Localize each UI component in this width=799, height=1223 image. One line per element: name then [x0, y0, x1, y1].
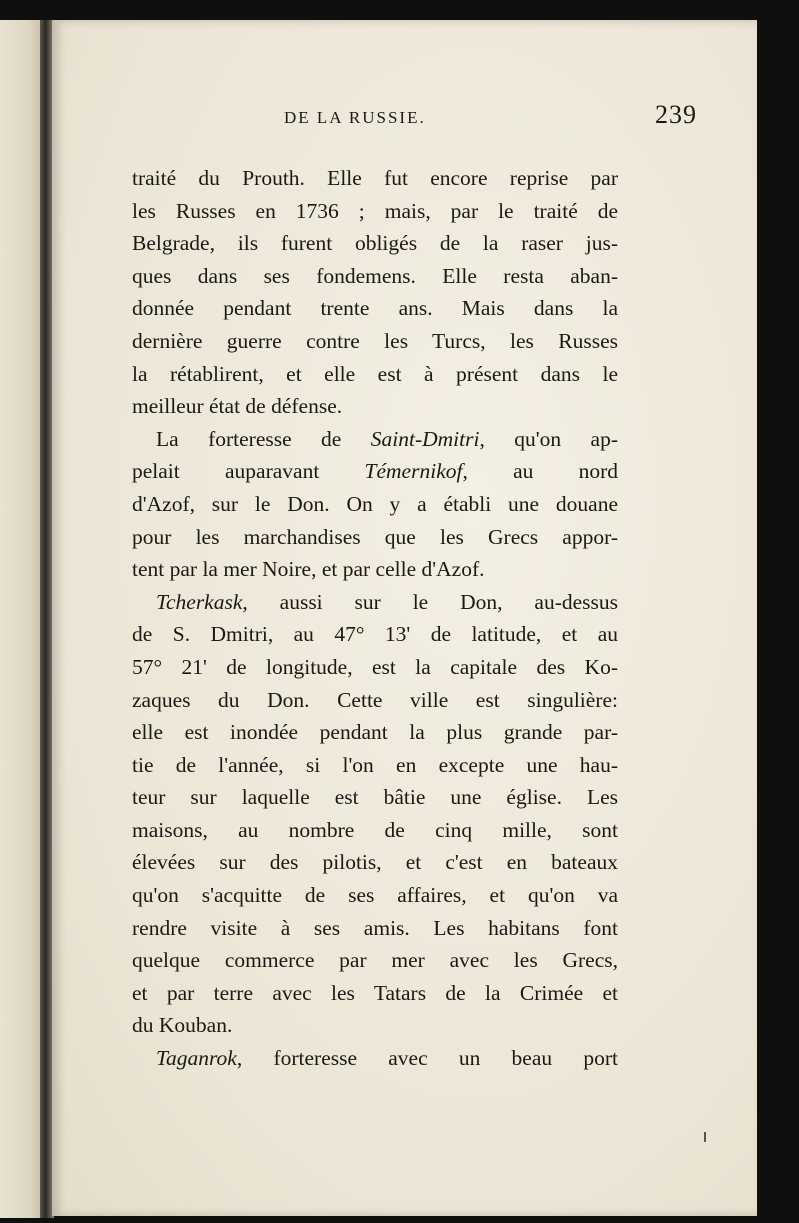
text-line: tent par la mer Noire, et par celle d'Azof. [132, 557, 485, 582]
book-page [52, 20, 757, 1216]
text-line: maisons, au nombre de cinq mille, sont [132, 817, 618, 842]
text-line: La forteresse de Saint-Dmitri, qu'on ap- [156, 426, 618, 451]
text-line: les Russes en 1736 ; mais, par le traité de [132, 198, 618, 223]
text-line: et par terre avec les Tatars de la Crimée et [132, 980, 618, 1005]
place-name-italic: Tcherkask [156, 589, 243, 614]
page-number: 239 [655, 100, 697, 129]
text-line: zaques du Don. Cette ville est singulière: [132, 687, 618, 712]
text-line: teur sur laquelle est bâtie une église. Les [132, 785, 618, 810]
text-line: d'Azof, sur le Don. On y a établi une douane [132, 491, 618, 516]
text-line: Tcherkask, aussi sur le Don, au-dessus [156, 589, 618, 614]
text-line: de S. Dmitri, au 47° 13' de latitude, et au [132, 622, 618, 647]
text-line: Taganrok, forteresse avec un beau port [156, 1046, 618, 1071]
text-line: pour les marchandises que les Grecs appor- [132, 524, 618, 549]
page-speck [704, 1132, 706, 1142]
text-line: meilleur état de défense. [132, 394, 343, 419]
text-line: élevées sur des pilotis, et c'est en bateaux [132, 850, 618, 875]
text-line: la rétablirent, et elle est à présent dans le [132, 361, 618, 386]
text-line: pelait auparavant Témernikof, au nord [132, 459, 619, 484]
text-line: donnée pendant trente ans. Mais dans la [132, 296, 618, 321]
text-line: tie de l'année, si l'on en excepte une hau- [132, 752, 618, 777]
text-line: qu'on s'acquitte de ses affaires, et qu'on va [132, 883, 618, 908]
text-line: quelque commerce par mer avec les Grecs, [132, 948, 618, 973]
page-header [284, 100, 697, 138]
place-name-italic: Saint-Dmitri [370, 426, 480, 451]
place-name-italic: Témernikof [364, 459, 463, 484]
text-line: 57° 21' de longitude, est la capitale des Ko- [132, 654, 618, 679]
text-line: du Kouban. [132, 1013, 233, 1038]
body-text [132, 162, 618, 1075]
text-line: elle est inondée pendant la plus grande par- [132, 720, 618, 745]
text-line: traité du Prouth. Elle fut encore reprise par [132, 166, 618, 190]
facing-page-edge [0, 20, 42, 1218]
text-line: rendre visite à ses amis. Les habitans font [132, 915, 618, 940]
text-line: Belgrade, ils furent obligés de la raser jus- [132, 231, 618, 256]
place-name-italic: Taganrok [156, 1046, 237, 1071]
text-line: dernière guerre contre les Turcs, les Russes [132, 328, 618, 353]
text-line: ques dans ses fondemens. Elle resta aban- [132, 263, 618, 288]
running-title: DE LA RUSSIE. [284, 108, 426, 127]
